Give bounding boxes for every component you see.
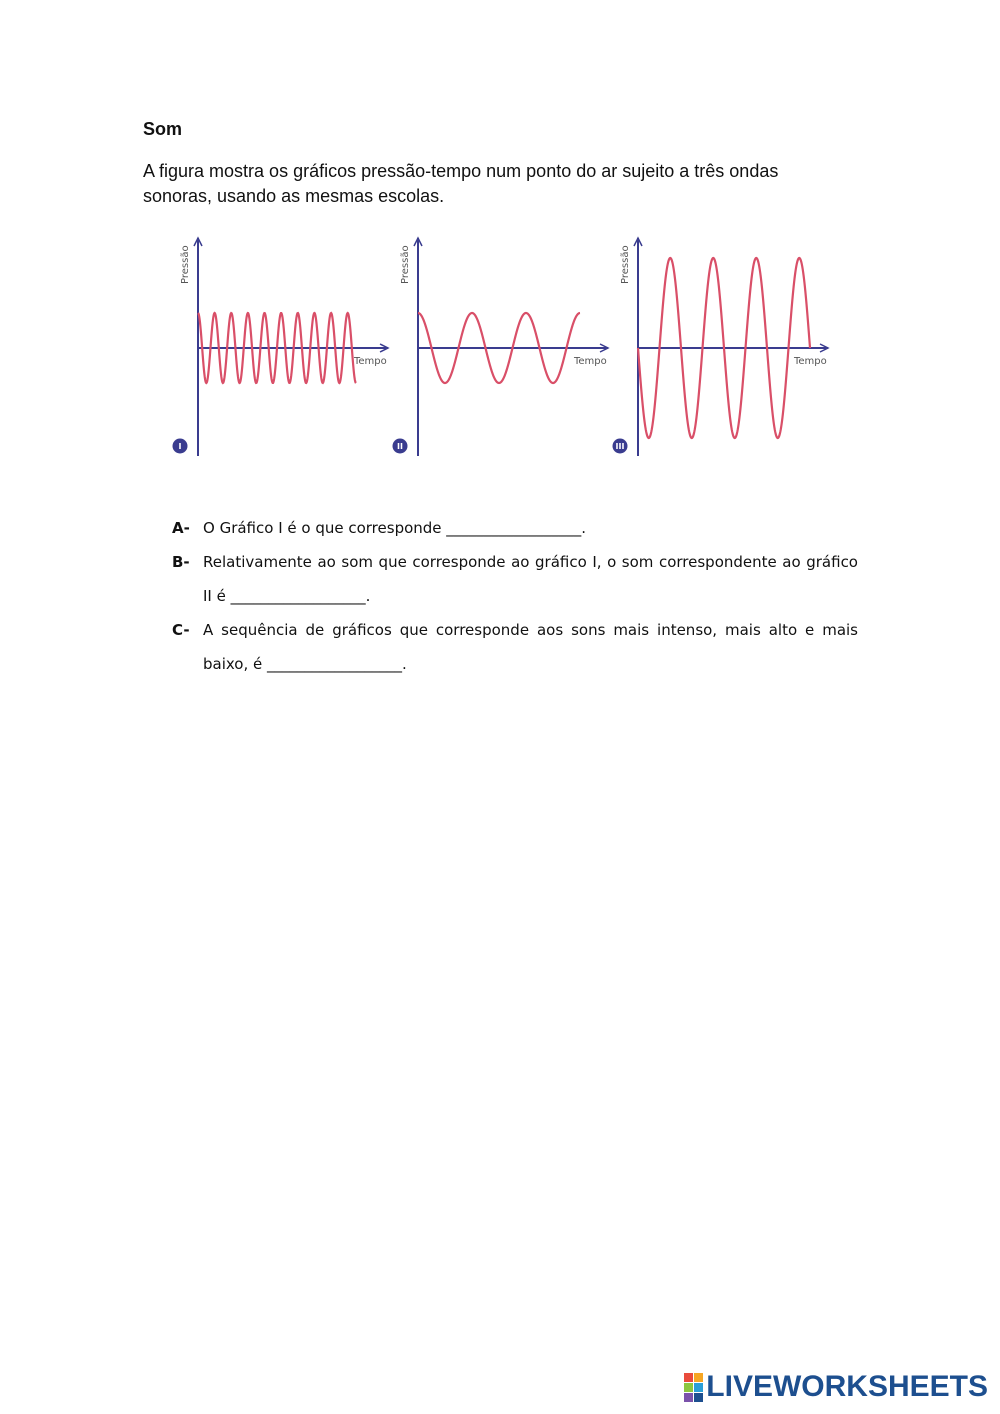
brand-name: LIVEWORKSHEETS [706,1370,988,1403]
graph-ii [393,238,609,456]
question-letter: A- [172,519,190,537]
logo-square [694,1373,703,1382]
x-axis-label: Tempo [574,356,607,367]
y-axis-label: Pressão [620,245,631,284]
y-axis-label: Pressão [400,245,411,284]
graph-i [173,238,389,456]
question-letter: B- [172,553,190,571]
y-axis-label: Pressão [180,245,191,284]
question-a [172,511,858,545]
graph-numeral: II [397,442,403,451]
question-letter: C- [172,621,190,639]
x-axis-label: Tempo [794,356,827,367]
question-text: A sequência de gráficos que corresponde aos sons mais intenso, mais alto e mais baixo, é __________________. [203,621,858,673]
graph-numeral: I [178,442,182,451]
question-b [172,545,858,613]
x-axis-label: Tempo [354,356,387,367]
logo-square [684,1393,693,1402]
question-text: O Gráfico I é o que corresponde __________________. [203,519,587,537]
question-text: Relativamente ao som que corresponde ao gráfico I, o som correspondente ao gráfico II é __________________. [203,553,858,605]
liveworksheets-logo [684,1370,988,1404]
page-title: Som [143,119,183,139]
logo-square [684,1383,693,1392]
logo-grid-icon [684,1373,703,1402]
wave-figure [160,228,850,468]
logo-square [684,1373,693,1382]
question-c [172,613,858,681]
logo-square [694,1383,703,1392]
graph-numeral: III [615,442,625,451]
question-list [172,511,858,681]
intro-text: A figura mostra os gráficos pressão-tempo num ponto do ar sujeito a três ondas sonoras, usando as mesmas escolas. [143,161,779,206]
logo-square [694,1393,703,1402]
wave-graphs [160,228,850,468]
graph-iii [613,238,829,456]
